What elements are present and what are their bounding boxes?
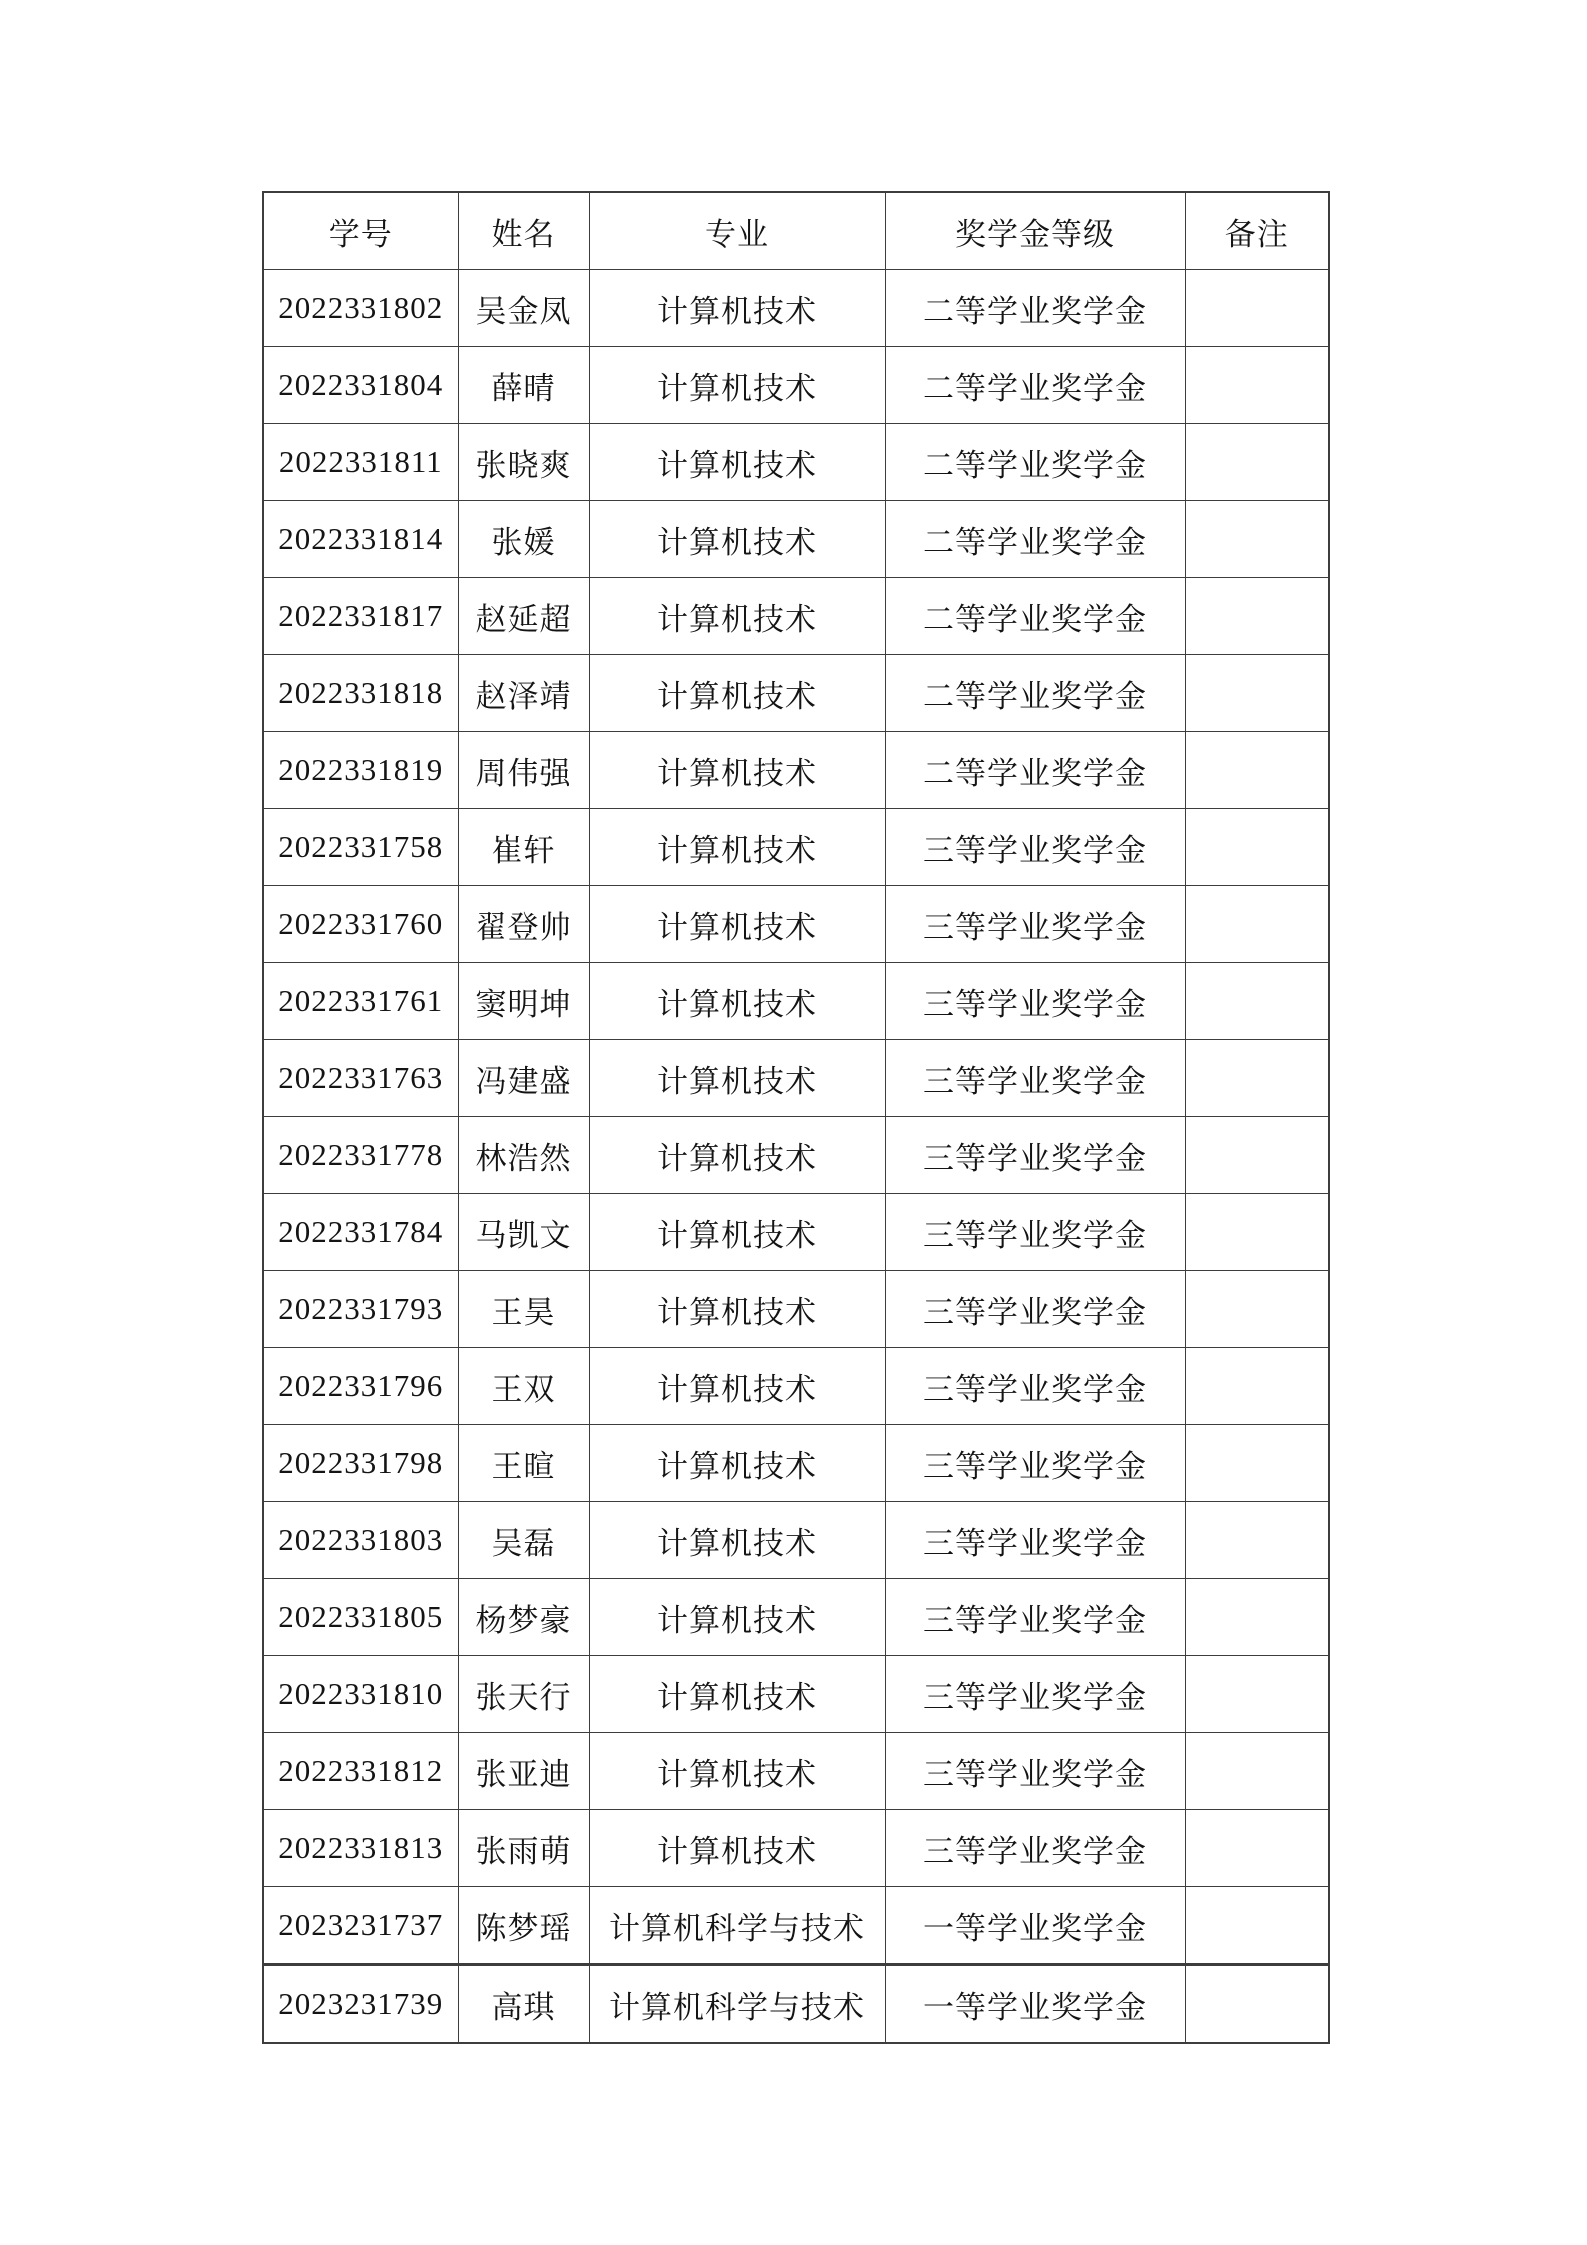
- cell-student-id: 2022331813: [263, 1810, 458, 1887]
- cell-major: 计算机技术: [589, 270, 885, 347]
- cell-major: 计算机技术: [589, 1117, 885, 1194]
- cell-major: 计算机技术: [589, 963, 885, 1040]
- cell-scholarship-level: 三等学业奖学金: [885, 1810, 1185, 1887]
- cell-major: 计算机技术: [589, 732, 885, 809]
- cell-major: 计算机技术: [589, 886, 885, 963]
- table-row: [263, 963, 1329, 1040]
- cell-major: 计算机技术: [589, 1579, 885, 1656]
- cell-name: 吴金凤: [458, 270, 589, 347]
- table-row: [263, 1887, 1329, 1965]
- cell-major: 计算机技术: [589, 1271, 885, 1348]
- scholarship-table: [262, 191, 1330, 2044]
- cell-scholarship-level: 三等学业奖学金: [885, 1579, 1185, 1656]
- cell-major: 计算机技术: [589, 1348, 885, 1425]
- cell-student-id: 2023231739: [263, 1965, 458, 2044]
- cell-name: 赵泽靖: [458, 655, 589, 732]
- cell-remark: [1185, 963, 1329, 1040]
- table-row: [263, 1579, 1329, 1656]
- table-row: [263, 1425, 1329, 1502]
- cell-remark: [1185, 1502, 1329, 1579]
- table-row: [263, 732, 1329, 809]
- table-row: [263, 1348, 1329, 1425]
- cell-student-id: 2022331778: [263, 1117, 458, 1194]
- table-row: [263, 1502, 1329, 1579]
- cell-remark: [1185, 655, 1329, 732]
- cell-major: 计算机技术: [589, 501, 885, 578]
- cell-student-id: 2023231737: [263, 1887, 458, 1965]
- cell-remark: [1185, 1425, 1329, 1502]
- cell-scholarship-level: 二等学业奖学金: [885, 347, 1185, 424]
- cell-scholarship-level: 二等学业奖学金: [885, 501, 1185, 578]
- cell-scholarship-level: 二等学业奖学金: [885, 270, 1185, 347]
- cell-remark: [1185, 809, 1329, 886]
- cell-scholarship-level: 二等学业奖学金: [885, 655, 1185, 732]
- table-row: [263, 1810, 1329, 1887]
- cell-student-id: 2022331758: [263, 809, 458, 886]
- cell-name: 林浩然: [458, 1117, 589, 1194]
- table-row: [263, 578, 1329, 655]
- cell-student-id: 2022331818: [263, 655, 458, 732]
- cell-scholarship-level: 二等学业奖学金: [885, 732, 1185, 809]
- cell-scholarship-level: 二等学业奖学金: [885, 424, 1185, 501]
- cell-remark: [1185, 1348, 1329, 1425]
- cell-major: 计算机技术: [589, 1425, 885, 1502]
- cell-student-id: 2022331760: [263, 886, 458, 963]
- cell-name: 张晓爽: [458, 424, 589, 501]
- cell-student-id: 2022331798: [263, 1425, 458, 1502]
- cell-major: 计算机技术: [589, 809, 885, 886]
- cell-remark: [1185, 732, 1329, 809]
- table-row: [263, 501, 1329, 578]
- cell-remark: [1185, 270, 1329, 347]
- cell-name: 张亚迪: [458, 1733, 589, 1810]
- cell-student-id: 2022331796: [263, 1348, 458, 1425]
- header-student-id: 学号: [263, 192, 458, 270]
- cell-major: 计算机技术: [589, 1733, 885, 1810]
- header-row: [263, 192, 1329, 270]
- cell-student-id: 2022331784: [263, 1194, 458, 1271]
- cell-remark: [1185, 1579, 1329, 1656]
- cell-name: 高琪: [458, 1965, 589, 2044]
- cell-name: 冯建盛: [458, 1040, 589, 1117]
- cell-name: 张雨萌: [458, 1810, 589, 1887]
- cell-name: 陈梦瑶: [458, 1887, 589, 1965]
- cell-remark: [1185, 1810, 1329, 1887]
- cell-student-id: 2022331803: [263, 1502, 458, 1579]
- cell-remark: [1185, 886, 1329, 963]
- table-row: [263, 424, 1329, 501]
- header-remark: 备注: [1185, 192, 1329, 270]
- cell-major: 计算机科学与技术: [589, 1887, 885, 1965]
- cell-major: 计算机技术: [589, 578, 885, 655]
- table-row: [263, 1194, 1329, 1271]
- cell-name: 崔轩: [458, 809, 589, 886]
- cell-scholarship-level: 三等学业奖学金: [885, 963, 1185, 1040]
- cell-name: 王暄: [458, 1425, 589, 1502]
- cell-scholarship-level: 三等学业奖学金: [885, 1194, 1185, 1271]
- table-row: [263, 1965, 1329, 2044]
- table-row: [263, 1733, 1329, 1810]
- cell-name: 杨梦豪: [458, 1579, 589, 1656]
- cell-major: 计算机技术: [589, 1194, 885, 1271]
- cell-name: 翟登帅: [458, 886, 589, 963]
- cell-student-id: 2022331811: [263, 424, 458, 501]
- cell-student-id: 2022331761: [263, 963, 458, 1040]
- cell-major: 计算机技术: [589, 347, 885, 424]
- cell-remark: [1185, 1117, 1329, 1194]
- table-row: [263, 886, 1329, 963]
- cell-student-id: 2022331763: [263, 1040, 458, 1117]
- cell-scholarship-level: 二等学业奖学金: [885, 578, 1185, 655]
- cell-student-id: 2022331810: [263, 1656, 458, 1733]
- cell-name: 王昊: [458, 1271, 589, 1348]
- cell-major: 计算机技术: [589, 424, 885, 501]
- table-row: [263, 347, 1329, 424]
- cell-student-id: 2022331817: [263, 578, 458, 655]
- cell-remark: [1185, 1965, 1329, 2044]
- cell-name: 周伟强: [458, 732, 589, 809]
- header-name: 姓名: [458, 192, 589, 270]
- table-row: [263, 655, 1329, 732]
- cell-student-id: 2022331814: [263, 501, 458, 578]
- cell-scholarship-level: 三等学业奖学金: [885, 1271, 1185, 1348]
- cell-remark: [1185, 1733, 1329, 1810]
- cell-student-id: 2022331812: [263, 1733, 458, 1810]
- cell-scholarship-level: 三等学业奖学金: [885, 1117, 1185, 1194]
- cell-scholarship-level: 三等学业奖学金: [885, 1040, 1185, 1117]
- cell-name: 窦明坤: [458, 963, 589, 1040]
- cell-name: 马凯文: [458, 1194, 589, 1271]
- table-row: [263, 1656, 1329, 1733]
- cell-remark: [1185, 578, 1329, 655]
- cell-student-id: 2022331804: [263, 347, 458, 424]
- cell-name: 张媛: [458, 501, 589, 578]
- cell-student-id: 2022331819: [263, 732, 458, 809]
- cell-scholarship-level: 三等学业奖学金: [885, 1502, 1185, 1579]
- cell-scholarship-level: 一等学业奖学金: [885, 1965, 1185, 2044]
- cell-name: 薛晴: [458, 347, 589, 424]
- cell-remark: [1185, 1271, 1329, 1348]
- cell-name: 吴磊: [458, 1502, 589, 1579]
- cell-student-id: 2022331802: [263, 270, 458, 347]
- cell-scholarship-level: 三等学业奖学金: [885, 1656, 1185, 1733]
- header-scholarship-level: 奖学金等级: [885, 192, 1185, 270]
- cell-scholarship-level: 三等学业奖学金: [885, 886, 1185, 963]
- cell-major: 计算机技术: [589, 1502, 885, 1579]
- cell-major: 计算机技术: [589, 1656, 885, 1733]
- cell-name: 赵延超: [458, 578, 589, 655]
- cell-remark: [1185, 1887, 1329, 1965]
- header-major: 专业: [589, 192, 885, 270]
- cell-major: 计算机科学与技术: [589, 1965, 885, 2044]
- cell-remark: [1185, 347, 1329, 424]
- cell-name: 王双: [458, 1348, 589, 1425]
- cell-remark: [1185, 424, 1329, 501]
- cell-scholarship-level: 三等学业奖学金: [885, 809, 1185, 886]
- table-row: [263, 1117, 1329, 1194]
- cell-name: 张天行: [458, 1656, 589, 1733]
- cell-major: 计算机技术: [589, 1810, 885, 1887]
- cell-remark: [1185, 1194, 1329, 1271]
- cell-scholarship-level: 三等学业奖学金: [885, 1425, 1185, 1502]
- cell-major: 计算机技术: [589, 655, 885, 732]
- cell-remark: [1185, 1656, 1329, 1733]
- cell-student-id: 2022331793: [263, 1271, 458, 1348]
- cell-remark: [1185, 501, 1329, 578]
- cell-student-id: 2022331805: [263, 1579, 458, 1656]
- table-row: [263, 1271, 1329, 1348]
- table-row: [263, 1040, 1329, 1117]
- cell-scholarship-level: 一等学业奖学金: [885, 1887, 1185, 1965]
- table-body: [263, 270, 1329, 2044]
- cell-scholarship-level: 三等学业奖学金: [885, 1733, 1185, 1810]
- cell-scholarship-level: 三等学业奖学金: [885, 1348, 1185, 1425]
- table-row: [263, 809, 1329, 886]
- cell-major: 计算机技术: [589, 1040, 885, 1117]
- table-row: [263, 270, 1329, 347]
- cell-remark: [1185, 1040, 1329, 1117]
